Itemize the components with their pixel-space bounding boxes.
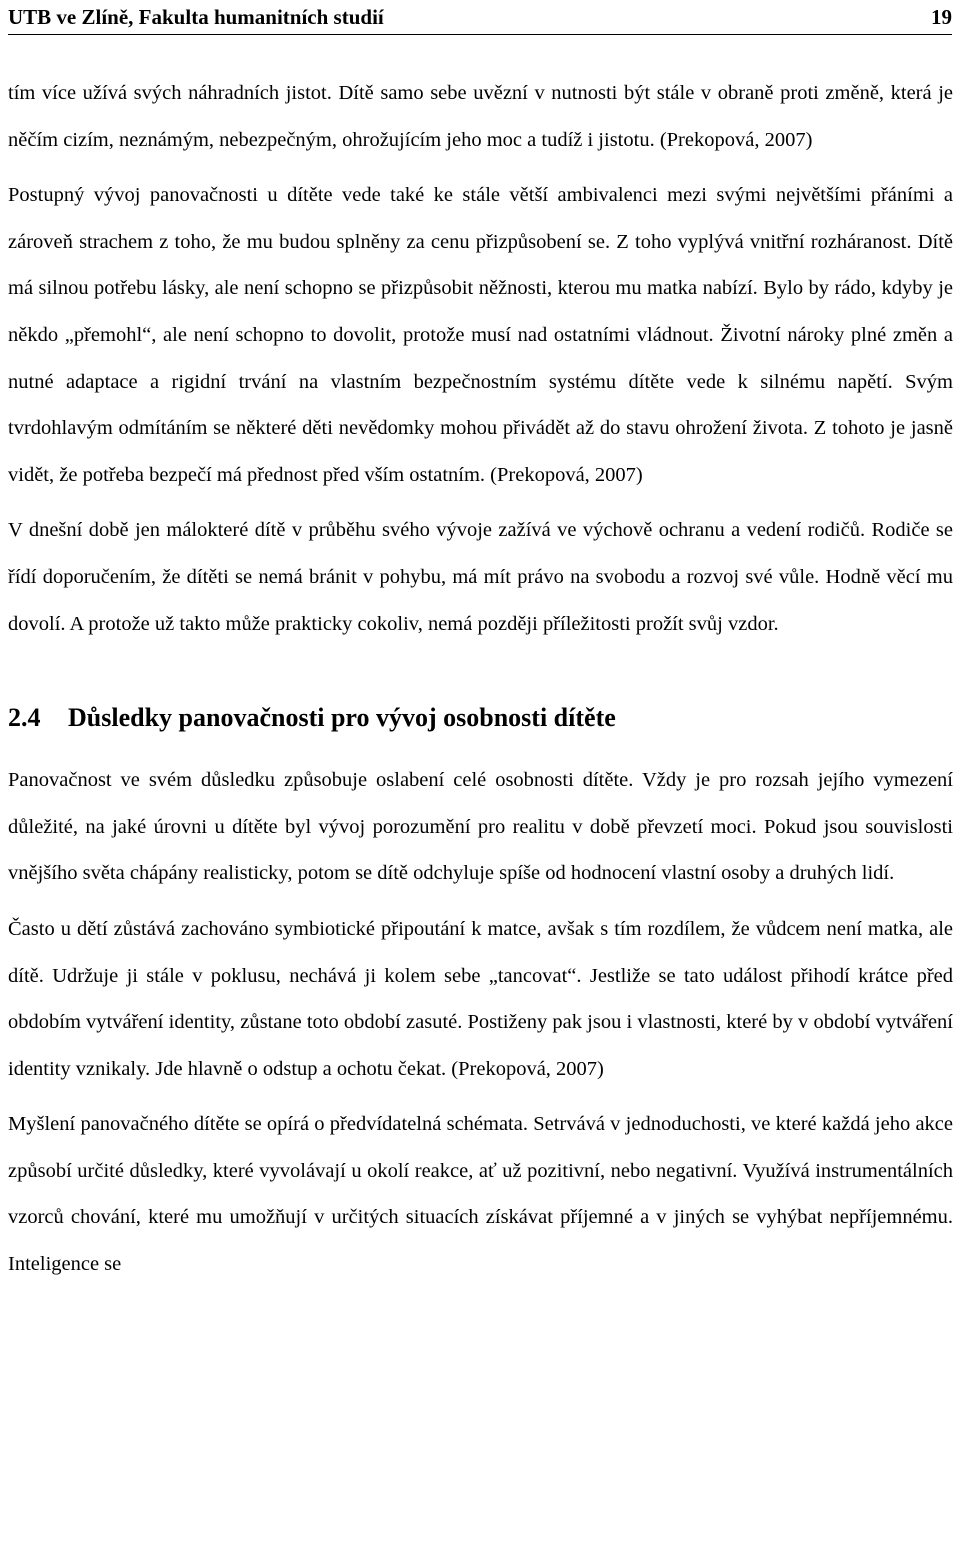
section-number: 2.4 [8, 703, 41, 733]
paragraph: Panovačnost ve svém důsledku způsobuje oslabení celé osobnosti dítěte. Vždy je pro rozsah jejího vymezení důležité, na jaké úrovni u dítěte byl vývoj porozumění pro realitu v době převzetí moci. Pokud jsou souvislosti vnějšího světa chápány realisticky, potom se dítě odchyluje spíše od hodnocení vlastní osoby a druhých lidí. [8, 769, 953, 885]
paragraph: V dnešní době jen málokteré dítě v průběhu svého vývoje zažívá ve výchově ochranu a vedení rodičů. Rodiče se řídí doporučením, že dítěti se nemá bránit v pohybu, má mít právo na svobodu a rozvoj své vůle. Hodně věcí mu dovolí. A protože už takto může prakticky cokoliv, nemá později příležitosti prožít svůj vzdor. [8, 519, 953, 635]
page-body [8, 70, 953, 1297]
paragraph: Myšlení panovačného dítěte se opírá o předvídatelná schémata. Setrvává v jednoduchosti, ve které každá jeho akce způsobí určité důsledky, které vyvolávají u okolí reakce, ať už pozitivní, nebo negativní. Využívá instrumentálních vzorců chování, které mu umožňují v určitých situacích získávat příjemné a v jiných se vyhýbat nepříjemnému. Inteligence se [8, 1113, 953, 1276]
paragraph: tím více užívá svých náhradních jistot. Dítě samo sebe uvězní v nutnosti být stále v obraně proti změně, která je něčím cizím, neznámým, nebezpečným, ohrožujícím jeho moc a tudíž i jistotu. (Prekopová, 2007) [8, 82, 953, 151]
section-title: Důsledky panovačnosti pro vývoj osobnosti dítěte [68, 703, 616, 733]
section-heading [8, 701, 953, 735]
page-header [8, 0, 952, 35]
header-title: UTB ve Zlíně, Fakulta humanitních studií [8, 4, 384, 29]
page-number: 19 [931, 4, 952, 29]
paragraph: Postupný vývoj panovačnosti u dítěte vede také ke stále větší ambivalenci mezi svými největšími přáními a zároveň strachem z toho, že mu budou splněny za cenu přizpůsobení se. Z toho vyplývá vnitřní rozháranost. Dítě má silnou potřebu lásky, ale není schopno se přizpůsobit něžnosti, kterou mu matka nabízí. Bylo by rádo, kdyby je někdo „přemohl“, ale není schopno to dovolit, protože musí nad ostatními vládnout. Životní nároky plné změn a nutné adaptace a rigidní trvání na vlastním bezpečnostním systému dítěte vede k silnému napětí. Svým tvrdohlavým odmítáním se některé děti nevědomky mohou přivádět až do stavu ohrožení života. Z tohoto je jasně vidět, že potřeba bezpečí má přednost před vším ostatním. (Prekopová, 2007) [8, 184, 953, 486]
paragraph: Často u dětí zůstává zachováno symbiotické připoutání k matce, avšak s tím rozdílem, že vůdcem není matka, ale dítě. Udržuje ji stále v poklusu, nechává ji kolem sebe „tancovat“. Jestliže se tato událost přihodí krátce před obdobím vytváření identity, zůstane toto období zasuté. Postiženy pak jsou i vlastnosti, které by v období vytváření identity vznikaly. Jde hlavně o odstup a ochotu čekat. (Prekopová, 2007) [8, 917, 953, 1080]
